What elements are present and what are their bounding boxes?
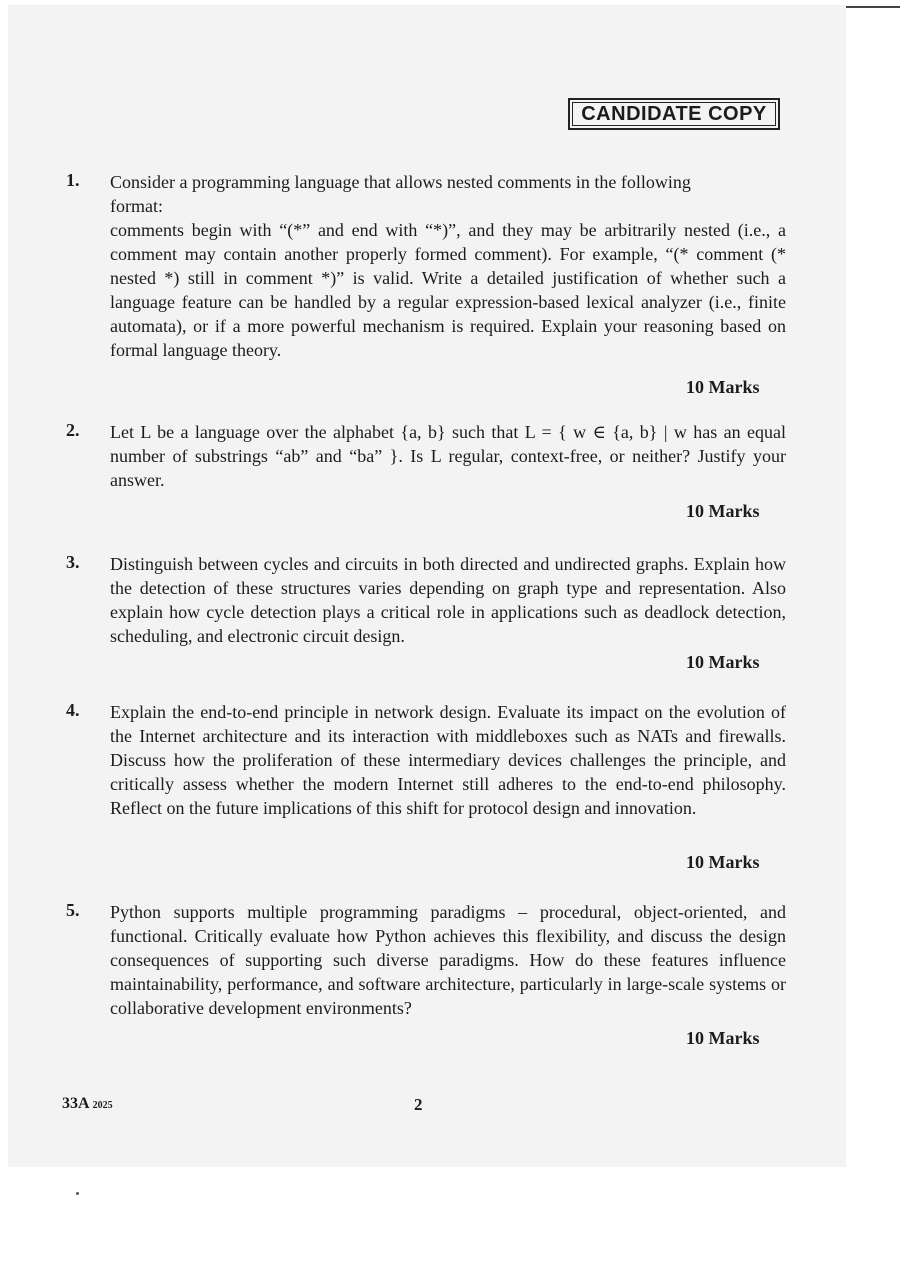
question-1-marks: 10 Marks <box>686 377 760 397</box>
question-paragraph: Explain the end-to-end principle in network design. Evaluate its impact on the evolution of the Internet architecture and its interaction with middleboxes such as NATs and firewalls. Discuss how the proliferation of these intermediary devices challenges the principle, and critically assess whether the modern Internet still adheres to the end-to-end philosophy. Reflect on the future implications of this shift for protocol design and innovation. <box>110 702 786 818</box>
question-5 <box>66 900 786 1020</box>
question-text <box>110 900 786 1020</box>
question-4 <box>66 700 786 820</box>
question-3 <box>66 552 786 648</box>
question-1 <box>66 170 786 362</box>
question-text <box>110 700 786 820</box>
question-paragraph: Distinguish between cycles and circuits in both directed and undirected graphs. Explain how the detection of these structures varies depending on graph type and representation. Also explain how cycle detection plays a critical role in applications such as deadlock detection, scheduling, and electronic circuit design. <box>110 554 786 646</box>
question-number: 5. <box>66 900 80 920</box>
speck <box>76 1192 79 1195</box>
paper-code <box>62 1095 113 1113</box>
question-number: 4. <box>66 700 80 720</box>
question-text <box>110 170 786 362</box>
question-paragraph: comments begin with “(*” and end with “*)”, and they may be arbitrarily nested (i.e., a comment may contain another properly formed comment). For example, “(* comment (* nested *) still in comment *)” is valid. Write a detailed justification of whether such a language feature can be handled by a regular expression-based lexical analyzer (i.e., finite automata), or if a more powerful mechanism is required. Explain your reasoning based on formal language theory. <box>110 220 786 360</box>
page-number: 2 <box>414 1095 423 1114</box>
question-2 <box>66 420 786 492</box>
question-paragraph: Python supports multiple programming paradigms – procedural, object-oriented, and functional. Critically evaluate how Python achieves this flexibility, and discuss the design consequences of supporting such diverse paradigms. How do these features influence maintainability, performance, and software architecture, particularly in large-scale systems or collaborative development environments? <box>110 902 786 1018</box>
question-text <box>110 420 786 492</box>
question-text <box>110 552 786 648</box>
question-number: 2. <box>66 420 80 440</box>
question-3-marks: 10 Marks <box>686 652 760 672</box>
question-paragraph: Consider a programming language that allows nested comments in the following format: <box>110 172 691 216</box>
corner-line <box>846 6 900 8</box>
candidate-copy-stamp <box>568 98 780 130</box>
question-number: 3. <box>66 552 80 572</box>
paper-code-label: 33A <box>62 1095 89 1112</box>
paper-year: 2025 <box>92 1100 113 1111</box>
question-2-marks: 10 Marks <box>686 501 760 521</box>
question-paragraph: Let L be a language over the alphabet {a, b} such that L = { w ∈ {a, b} | w has an equal number of substrings “ab” and “ba” }. Is L regular, context-free, or neither? Justify your answer. <box>110 422 786 490</box>
question-5-marks: 10 Marks <box>686 1028 760 1048</box>
question-4-marks: 10 Marks <box>686 852 760 872</box>
question-number: 1. <box>66 170 80 190</box>
candidate-copy-label: CANDIDATE COPY <box>572 102 776 126</box>
